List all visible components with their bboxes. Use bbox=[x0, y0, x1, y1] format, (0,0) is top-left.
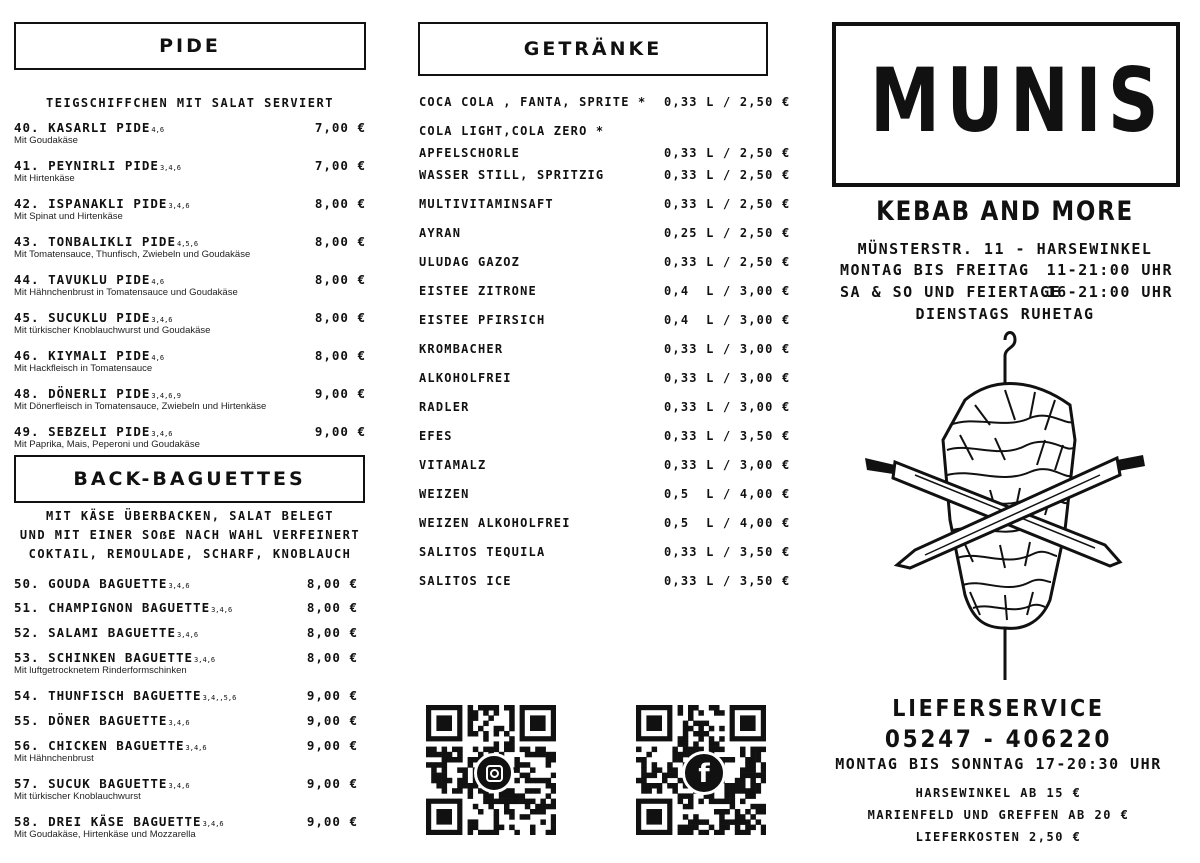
drink-item[interactable] bbox=[419, 545, 791, 574]
menu-item[interactable] bbox=[14, 272, 366, 310]
facebook-icon: f bbox=[682, 751, 726, 795]
menu-item-title: 49. SEBZELI PIDE bbox=[14, 424, 151, 439]
pide-title: PIDE bbox=[14, 22, 366, 70]
drink-item[interactable] bbox=[419, 197, 791, 226]
menu-item-price: 9,00 € bbox=[314, 386, 366, 401]
menu-item-price: 8,00 € bbox=[306, 625, 358, 640]
drink-price: 0,4 L / 3,00 € bbox=[664, 313, 791, 327]
menu-item-price: 9,00 € bbox=[314, 424, 366, 439]
drink-item[interactable] bbox=[419, 371, 791, 400]
menu-item[interactable] bbox=[14, 713, 358, 738]
allergen-codes: 3,4,6 bbox=[168, 782, 190, 790]
drink-name: COLA LIGHT,COLA ZERO * bbox=[419, 124, 605, 138]
drink-name: ULUDAG GAZOZ bbox=[419, 255, 521, 269]
menu-item[interactable] bbox=[14, 348, 366, 386]
menu-item-description: Mit Hähnchenbrust in Tomatensauce und Goudakäse bbox=[14, 287, 238, 298]
menu-item-price: 9,00 € bbox=[306, 688, 358, 703]
drink-name: EFES bbox=[419, 429, 453, 443]
menu-item-title: 45. SUCUKLU PIDE bbox=[14, 310, 151, 325]
menu-item-title: 58. DREI KÄSE BAGUETTE bbox=[14, 814, 202, 829]
drinks-list bbox=[419, 95, 791, 603]
hours-weekend-time: 16-21:00 UHR bbox=[1046, 283, 1173, 301]
baguettes-subtitle-2: UND MIT EINER SOẞE NACH WAHL VERFEINERT bbox=[19, 528, 361, 542]
drink-item[interactable] bbox=[419, 95, 791, 124]
instagram-icon bbox=[474, 753, 514, 793]
drink-item[interactable] bbox=[419, 574, 791, 603]
menu-item-title: 43. TONBALIKLI PIDE bbox=[14, 234, 176, 249]
allergen-codes: 4,6 bbox=[151, 354, 165, 362]
drink-price: 0,33 L / 3,50 € bbox=[664, 574, 791, 588]
drink-item[interactable] bbox=[419, 255, 791, 284]
drink-name: KROMBACHER bbox=[419, 342, 504, 356]
menu-item-price: 9,00 € bbox=[306, 776, 358, 791]
closed-day: DIENSTAGS RUHETAG bbox=[915, 305, 1095, 323]
menu-item[interactable] bbox=[14, 158, 366, 196]
menu-item-description: Mit Hähnchenbrust bbox=[14, 753, 94, 764]
drink-price: 0,33 L / 3,00 € bbox=[664, 371, 791, 385]
menu-item-price: 9,00 € bbox=[306, 814, 358, 829]
drink-name: WEIZEN ALKOHOLFREI bbox=[419, 516, 571, 530]
allergen-codes: 3,4,6 bbox=[168, 202, 190, 210]
menu-item[interactable] bbox=[14, 576, 358, 600]
menu-item[interactable] bbox=[14, 196, 366, 234]
logo-box bbox=[832, 22, 1180, 187]
drink-name: SALITOS ICE bbox=[419, 574, 512, 588]
menu-item[interactable] bbox=[14, 776, 358, 814]
drink-name: MULTIVITAMINSAFT bbox=[419, 197, 554, 211]
menu-item-price: 7,00 € bbox=[314, 120, 366, 135]
allergen-codes: 3,4,6 bbox=[211, 606, 233, 614]
allergen-codes: 4,5,6 bbox=[177, 240, 199, 248]
allergen-codes: 4,6 bbox=[151, 126, 165, 134]
drink-item[interactable] bbox=[419, 516, 791, 545]
hours-weekday-label: MONTAG BIS FREITAG bbox=[840, 261, 1030, 279]
menu-item-name bbox=[14, 234, 366, 249]
allergen-codes: 3,4,6 bbox=[185, 744, 207, 752]
menu-item-price: 9,00 € bbox=[306, 738, 358, 753]
drink-name: ALKOHOLFREI bbox=[419, 371, 512, 385]
drink-item[interactable] bbox=[419, 313, 791, 342]
drink-name: EISTEE PFIRSICH bbox=[419, 313, 546, 327]
drink-price: 0,33 L / 3,00 € bbox=[664, 400, 791, 414]
menu-item-price: 8,00 € bbox=[314, 196, 366, 211]
baguettes-subtitle-1: MIT KÄSE ÜBERBACKEN, SALAT BELEGT bbox=[46, 509, 334, 523]
menu-item[interactable] bbox=[14, 625, 358, 650]
menu-item-price: 8,00 € bbox=[306, 576, 358, 591]
drink-item[interactable] bbox=[419, 487, 791, 516]
menu-item-description: Mit Paprika, Mais, Peperoni und Goudakäse bbox=[14, 439, 200, 450]
drink-item[interactable] bbox=[419, 226, 791, 255]
drink-name: RADLER bbox=[419, 400, 470, 414]
menu-item-price: 8,00 € bbox=[314, 234, 366, 249]
menu-item-title: 40. KASARLI PIDE bbox=[14, 120, 151, 135]
menu-item-title: 57. SUCUK BAGUETTE bbox=[14, 776, 168, 791]
menu-item-description: Mit Goudakäse bbox=[14, 135, 78, 146]
delivery-phone[interactable]: 05247 - 406220 bbox=[884, 725, 1113, 753]
menu-item-description: Mit Tomatensauce, Thunfisch, Zwiebeln und Goudakäse bbox=[14, 249, 251, 260]
drink-item[interactable] bbox=[419, 284, 791, 313]
baguettes-subtitle-3: COKTAIL, REMOULADE, SCHARF, KNOBLAUCH bbox=[28, 547, 352, 561]
delivery-title: LIEFERSERVICE bbox=[892, 696, 1105, 722]
menu-item-name bbox=[14, 348, 366, 363]
tagline: KEBAB AND MORE bbox=[876, 196, 1134, 227]
menu-item-title: 46. KIYMALI PIDE bbox=[14, 348, 151, 363]
drink-price: 0,5 L / 4,00 € bbox=[664, 487, 791, 501]
menu-item-name bbox=[14, 158, 366, 173]
address: MÜNSTERSTR. 11 - HARSEWINKEL bbox=[857, 240, 1153, 258]
allergen-codes: 4,6 bbox=[151, 278, 165, 286]
menu-item-price: 8,00 € bbox=[306, 600, 358, 615]
menu-item-description: Mit Spinat und Hirtenkäse bbox=[14, 211, 123, 222]
drink-item[interactable] bbox=[419, 342, 791, 371]
allergen-codes: 3,4,6 bbox=[159, 164, 182, 172]
drink-price: 0,33 L / 3,50 € bbox=[664, 545, 791, 559]
allergen-codes: 3,4,6 bbox=[151, 430, 173, 438]
instagram-qr-code[interactable] bbox=[426, 705, 556, 835]
menu-item[interactable] bbox=[14, 234, 366, 272]
menu-item[interactable] bbox=[14, 120, 366, 158]
menu-item-price: 9,00 € bbox=[306, 713, 358, 728]
allergen-codes: 3,4,6 bbox=[168, 719, 190, 727]
menu-item-price: 8,00 € bbox=[314, 272, 366, 287]
menu-item-title: 48. DÖNERLI PIDE bbox=[14, 386, 151, 401]
menu-item-title: 51. CHAMPIGNON BAGUETTE bbox=[14, 600, 211, 615]
delivery-fee: LIEFERKOSTEN 2,50 € bbox=[915, 830, 1082, 844]
allergen-codes: 3,4,6 bbox=[177, 631, 199, 639]
hours-weekday-time: 11-21:00 UHR bbox=[1046, 261, 1173, 279]
drink-item[interactable] bbox=[419, 124, 769, 146]
menu-item[interactable] bbox=[14, 814, 358, 852]
drink-price: 0,33 L / 3,00 € bbox=[664, 342, 791, 356]
drink-price: 0,33 L / 3,00 € bbox=[664, 458, 791, 472]
logo-text: MUNIS bbox=[870, 49, 1166, 152]
menu-item-title: 52. SALAMI BAGUETTE bbox=[14, 625, 176, 640]
drink-name: WEIZEN bbox=[419, 487, 470, 501]
drinks-title: GETRÄNKE bbox=[418, 22, 768, 76]
allergen-codes: 3,4,,5,6 bbox=[202, 694, 237, 702]
menu-item-title: 53. SCHINKEN BAGUETTE bbox=[14, 650, 194, 665]
drink-price: 0,33 L / 2,50 € bbox=[664, 95, 791, 109]
drink-price: 0,33 L / 2,50 € bbox=[664, 255, 791, 269]
drink-item[interactable] bbox=[419, 458, 791, 487]
delivery-zone-marienfeld: MARIENFELD UND GREFFEN AB 20 € bbox=[867, 808, 1130, 822]
menu-item-title: 50. GOUDA BAGUETTE bbox=[14, 576, 168, 591]
menu-item-title: 42. ISPANAKLI PIDE bbox=[14, 196, 168, 211]
delivery-zone-harsewinkel: HARSEWINKEL AB 15 € bbox=[915, 786, 1082, 800]
menu-item-price: 8,00 € bbox=[314, 348, 366, 363]
drink-item[interactable] bbox=[419, 429, 791, 458]
menu-item[interactable] bbox=[14, 386, 366, 424]
drink-name: EISTEE ZITRONE bbox=[419, 284, 537, 298]
menu-item-description: Mit türkischer Knoblauchwurst und Goudakäse bbox=[14, 325, 211, 336]
drink-item[interactable] bbox=[419, 400, 791, 429]
allergen-codes: 3,4,6 bbox=[194, 656, 216, 664]
doner-kebab-illustration bbox=[855, 330, 1155, 690]
menu-item-price: 7,00 € bbox=[314, 158, 366, 173]
menu-item[interactable] bbox=[14, 600, 358, 625]
menu-item-title: 55. DÖNER BAGUETTE bbox=[14, 713, 168, 728]
baguettes-list bbox=[14, 576, 358, 852]
drink-price: 0,25 L / 2,50 € bbox=[664, 226, 791, 240]
allergen-codes: 3,4,6 bbox=[202, 820, 224, 828]
menu-item-name bbox=[14, 386, 366, 401]
menu-item-price: 8,00 € bbox=[314, 310, 366, 325]
drink-name: SALITOS TEQUILA bbox=[419, 545, 546, 559]
menu-item-description: Mit Dönerfleisch in Tomatensauce, Zwiebeln und Hirtenkäse bbox=[14, 401, 267, 412]
allergen-codes: 3,4,6 bbox=[151, 316, 173, 324]
drink-name: VITAMALZ bbox=[419, 458, 487, 472]
menu-item-name bbox=[14, 120, 366, 135]
menu-item-name bbox=[14, 196, 366, 211]
menu-item-description: Mit Goudakäse, Hirtenkäse und Mozzarella bbox=[14, 829, 196, 840]
menu-item-title: 41. PEYNIRLI PIDE bbox=[14, 158, 159, 173]
menu-item-description: Mit türkischer Knoblauchwurst bbox=[14, 791, 141, 802]
menu-item-title: 44. TAVUKLU PIDE bbox=[14, 272, 151, 287]
hours-weekend-label: SA & SO UND FEIERTAGE bbox=[840, 283, 1062, 301]
baguettes-title: BACK-BAGUETTES bbox=[14, 455, 365, 503]
drink-item[interactable] bbox=[419, 146, 791, 168]
drink-price: 0,33 L / 2,50 € bbox=[664, 146, 791, 160]
menu-item-title: 56. CHICKEN BAGUETTE bbox=[14, 738, 185, 753]
delivery-hours: MONTAG BIS SONNTAG 17-20:30 UHR bbox=[835, 755, 1162, 773]
drink-price: 0,5 L / 4,00 € bbox=[664, 516, 791, 530]
allergen-codes: 3,4,6,9 bbox=[151, 392, 181, 400]
drink-name: COCA COLA , FANTA, SPRITE * bbox=[419, 95, 647, 109]
menu-item-title: 54. THUNFISCH BAGUETTE bbox=[14, 688, 202, 703]
menu-item-name bbox=[14, 310, 366, 325]
drink-item[interactable] bbox=[419, 168, 791, 197]
menu-item-description: Mit luftgetrocknetem Rinderformschinken bbox=[14, 665, 187, 676]
menu-item-name bbox=[14, 424, 366, 439]
facebook-qr-code[interactable] bbox=[636, 705, 766, 835]
menu-item-description: Mit Hackfleisch in Tomatensauce bbox=[14, 363, 153, 374]
pide-subtitle: TEIGSCHIFFCHEN MIT SALAT SERVIERT bbox=[46, 96, 334, 110]
drink-name: APFELSCHORLE bbox=[419, 146, 521, 160]
menu-item[interactable] bbox=[14, 688, 358, 713]
menu-item[interactable] bbox=[14, 650, 358, 688]
drink-name: AYRAN bbox=[419, 226, 462, 240]
drink-price: 0,33 L / 2,50 € bbox=[664, 197, 791, 211]
menu-item[interactable] bbox=[14, 738, 358, 776]
pide-list bbox=[14, 120, 366, 462]
drink-price: 0,33 L / 2,50 € bbox=[664, 168, 791, 182]
menu-item-description: Mit Hirtenkäse bbox=[14, 173, 75, 184]
drink-price: 0,33 L / 3,50 € bbox=[664, 429, 791, 443]
menu-item-name bbox=[14, 272, 366, 287]
menu-item-price: 8,00 € bbox=[306, 650, 358, 665]
menu-item[interactable] bbox=[14, 310, 366, 348]
drink-name: WASSER STILL, SPRITZIG bbox=[419, 168, 605, 182]
allergen-codes: 3,4,6 bbox=[168, 582, 190, 590]
drink-price: 0,4 L / 3,00 € bbox=[664, 284, 791, 298]
